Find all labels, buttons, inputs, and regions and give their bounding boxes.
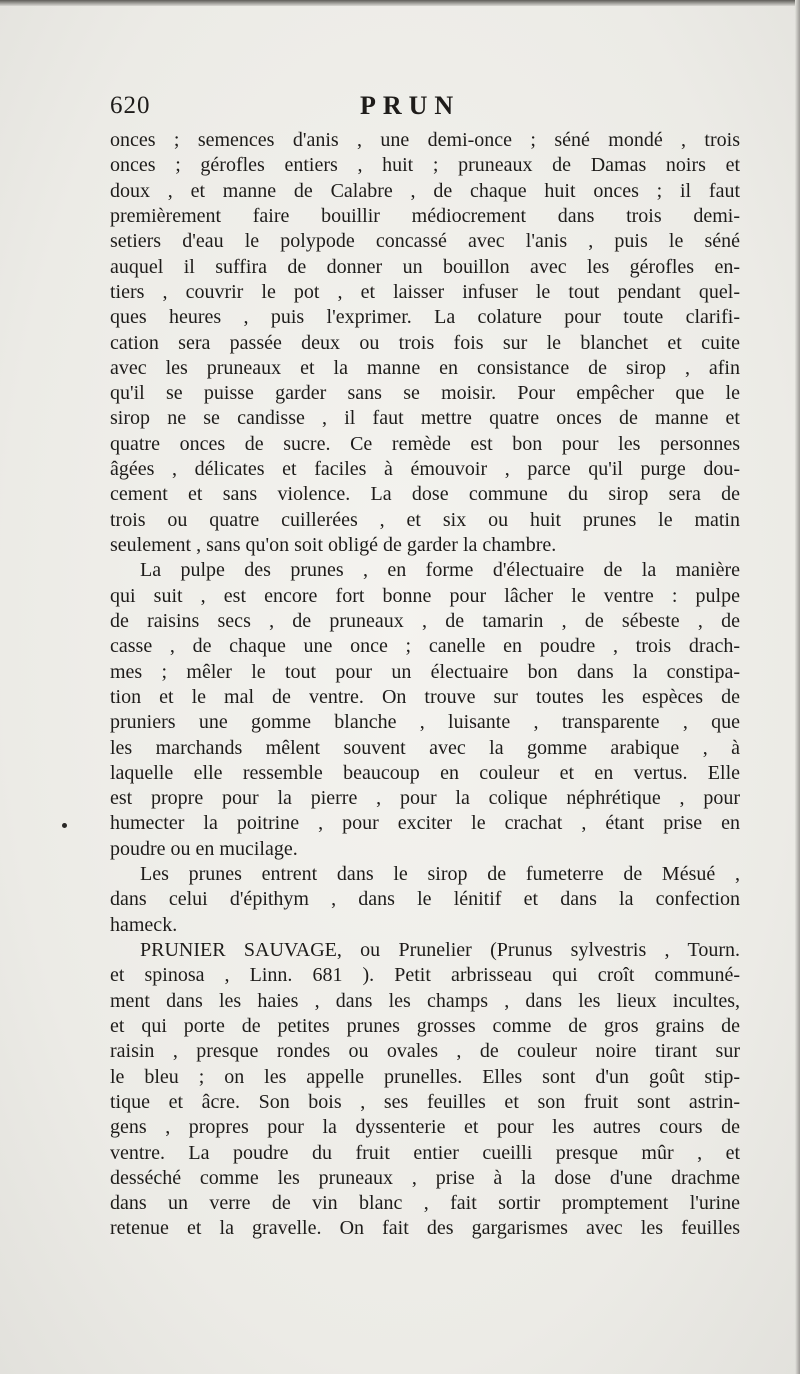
text-line: sirop ne se candisse , il faut mettre quatre onces de manne et — [110, 407, 740, 430]
text-line: casse , de chaque une once ; canelle en poudre , trois drach- — [110, 635, 740, 658]
text-line: humecter la poitrine , pour exciter le crachat , étant prise en — [110, 812, 740, 835]
text-line: onces ; gérofles entiers , huit ; pruneaux de Damas noirs et — [110, 154, 740, 177]
text-line: cation sera passée deux ou trois fois sur le blanchet et cuite — [110, 331, 740, 354]
body-text — [110, 128, 740, 1242]
text-line: et qui porte de petites prunes grosses comme de gros grains de — [110, 1014, 740, 1037]
text-line: mes ; mêler le tout pour un électuaire bon dans la constipa- — [110, 660, 740, 683]
text-line: auquel il suffira de donner un bouillon avec les gérofles en- — [110, 255, 740, 278]
page-right-edge — [795, 0, 800, 1374]
text-line: avec les pruneaux et la manne en consistance de sirop , afin — [110, 356, 740, 379]
paragraph-end-line: seulement , sans qu'on soit obligé de garder la chambre. — [110, 534, 557, 556]
paragraph-end-line: poudre ou en mucilage. — [110, 837, 298, 860]
text-line: premièrement faire bouillir médiocrement dans trois demi- — [110, 204, 740, 227]
text-line: quatre onces de sucre. Ce remède est bon pour les personnes — [110, 432, 740, 455]
text-line: tion et le mal de ventre. On trouve sur toutes les espèces de — [110, 685, 740, 708]
running-head: PRUN — [360, 91, 461, 120]
text-line: ment dans les haies , dans les champs , dans les lieux incultes, — [110, 989, 740, 1012]
text-line: tiers , couvrir le pot , et laisser infuser le tout pendant quel- — [110, 280, 740, 303]
text-line: de raisins secs , de pruneaux , de tamarin , de sébeste , de — [110, 609, 740, 632]
text-line: tique et âcre. Son bois , ses feuilles et son fruit sont astrin- — [110, 1090, 740, 1113]
text-line: les marchands mêlent souvent avec la gomme arabique , à — [110, 736, 740, 759]
text-line: âgées , délicates et faciles à émouvoir , parce qu'il purge dou- — [110, 458, 740, 481]
text-line: desséché comme les pruneaux , prise à la dose d'une drachme — [110, 1166, 740, 1189]
page-header — [110, 92, 740, 126]
text-line: onces ; semences d'anis , une demi-once ; séné mondé , trois — [110, 129, 740, 151]
paragraph-end-line: hameck. — [110, 913, 178, 936]
text-line: setiers d'eau le polypode concassé avec l'anis , puis le séné — [110, 230, 740, 253]
paragraph-first-line: Les prunes entrent dans le sirop de fumeterre de Mésué , — [140, 863, 740, 886]
page-number: 620 — [110, 92, 151, 119]
text-line: pruniers une gomme blanche , luisante , transparente , que — [110, 711, 740, 734]
text-line: retenue et la gravelle. On fait des gargarismes avec les feuilles — [110, 1217, 740, 1240]
text-line: dans celui d'épithym , dans le lénitif et dans la confection — [110, 888, 740, 911]
text-line: est propre pour la pierre , pour la colique néphrétique , pour — [110, 787, 740, 810]
text-line: raisin , presque rondes ou ovales , de couleur noire tirant sur — [110, 1040, 740, 1063]
text-line: gens , propres pour la dyssenterie et pour les autres cours de — [110, 1116, 740, 1139]
text-line: dans un verre de vin blanc , fait sortir promptement l'urine — [110, 1192, 740, 1215]
paragraph-first-line: La pulpe des prunes , en forme d'électuaire de la manière — [140, 559, 740, 582]
text-line: doux , et manne de Calabre , de chaque huit onces ; il faut — [110, 179, 740, 202]
entry-heading-line: PRUNIER SAUVAGE, ou Prunelier (Prunus sylvestris , Tourn. — [140, 939, 740, 961]
text-line: et spinosa , Linn. 681 ). Petit arbrisseau qui croît communé- — [110, 964, 740, 987]
text-line: qui suit , est encore fort bonne pour lâcher le ventre : pulpe — [110, 584, 740, 607]
margin-mark — [62, 823, 67, 828]
text-line: ques heures , puis l'exprimer. La colature pour toute clarifi- — [110, 306, 740, 329]
text-line: trois ou quatre cuillerées , et six ou huit prunes le matin — [110, 508, 740, 531]
text-line: le bleu ; on les appelle prunelles. Elles sont d'un goût stip- — [110, 1065, 740, 1088]
text-line: cement et sans violence. La dose commune du sirop sera de — [110, 483, 740, 506]
text-line: qu'il se puisse garder sans se moisir. Pour empêcher que le — [110, 382, 740, 405]
text-line: laquelle elle ressemble beaucoup en couleur et en vertus. Elle — [110, 761, 740, 784]
text-line: ventre. La poudre du fruit entier cueilli presque mûr , et — [110, 1141, 740, 1164]
page-top-edge — [0, 0, 800, 6]
